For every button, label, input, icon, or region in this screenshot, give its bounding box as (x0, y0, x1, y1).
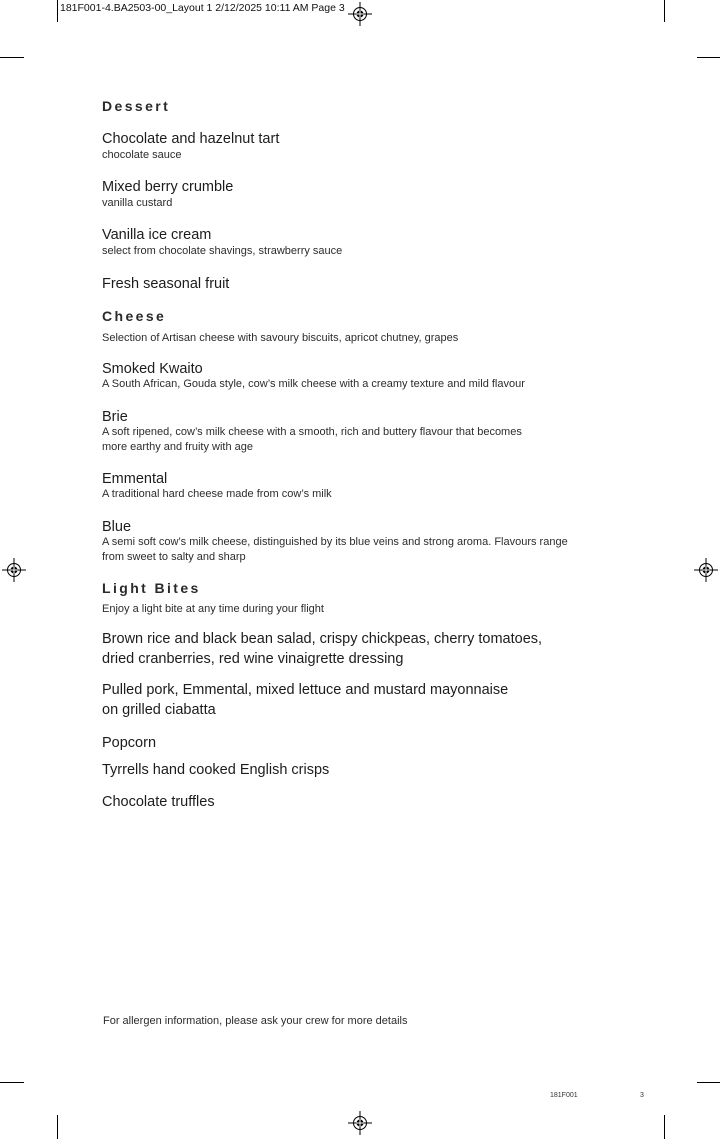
light-bite-item: Brown rice and black bean salad, crispy chickpeas, cherry tomatoes, (102, 631, 543, 647)
cheese-item-title: Blue (102, 519, 132, 535)
page-number: 3 (640, 1092, 644, 1099)
dessert-item-title: Fresh seasonal fruit (102, 276, 230, 292)
cheese-item-title: Brie (102, 409, 128, 425)
cheese-item-title: Emmental (102, 471, 168, 487)
cheese-item-title: Smoked Kwaito (102, 361, 203, 377)
registration-mark-right-icon (694, 558, 718, 582)
crop-mark-left-top (0, 57, 24, 58)
dessert-item-title: Chocolate and hazelnut tart (102, 131, 280, 147)
allergen-note: For allergen information, please ask your crew for more details (103, 1015, 408, 1027)
crop-mark-bottom-left (57, 1115, 58, 1139)
registration-mark-top-icon (348, 2, 372, 26)
light-bite-item: Pulled pork, Emmental, mixed lettuce and mustard mayonnaise (102, 682, 509, 698)
dessert-item-title: Mixed berry crumble (102, 179, 234, 195)
light-bites-intro: Enjoy a light bite at any time during your flight (102, 603, 324, 615)
light-bite-item: dried cranberries, red wine vinaigrette dressing (102, 651, 404, 667)
cheese-item-desc: more earthy and fruity with age (102, 441, 254, 453)
cheese-heading: Cheese (102, 308, 167, 324)
cheese-intro: Selection of Artisan cheese with savoury biscuits, apricot chutney, grapes (102, 332, 459, 344)
crop-mark-top-left (57, 0, 58, 22)
cheese-item-desc: A South African, Gouda style, cow’s milk cheese with a creamy texture and mild flavour (102, 378, 525, 390)
registration-mark-bottom-icon (348, 1111, 372, 1135)
dessert-item-desc: chocolate sauce (102, 149, 182, 161)
print-slug: 181F001-4.BA2503-00_Layout 1 2/12/2025 10:11 AM Page 3 (60, 2, 345, 14)
light-bite-item: Tyrrells hand cooked English crisps (102, 762, 330, 778)
dessert-heading: Dessert (102, 98, 171, 114)
crop-mark-right-top (697, 57, 720, 58)
cheese-item-desc: from sweet to salty and sharp (102, 551, 246, 563)
crop-mark-top-right (664, 0, 665, 22)
dessert-item-desc: select from chocolate shavings, strawberry sauce (102, 245, 343, 257)
document-code: 181F001 (550, 1092, 578, 1099)
light-bite-item: on grilled ciabatta (102, 702, 216, 718)
dessert-item-desc: vanilla custard (102, 197, 173, 209)
light-bite-item: Chocolate truffles (102, 794, 215, 810)
cheese-item-desc: A traditional hard cheese made from cow’s milk (102, 488, 332, 500)
crop-mark-left-bottom (0, 1082, 24, 1083)
light-bites-heading: Light Bites (102, 580, 201, 596)
cheese-item-desc: A soft ripened, cow’s milk cheese with a smooth, rich and buttery flavour that becomes (102, 426, 522, 438)
dessert-item-title: Vanilla ice cream (102, 227, 212, 243)
registration-mark-left-icon (2, 558, 26, 582)
cheese-item-desc: A semi soft cow’s milk cheese, distinguished by its blue veins and strong aroma. Flavours range (102, 536, 568, 548)
crop-mark-right-bottom (697, 1082, 720, 1083)
light-bite-item: Popcorn (102, 735, 157, 751)
crop-mark-bottom-right (664, 1115, 665, 1139)
